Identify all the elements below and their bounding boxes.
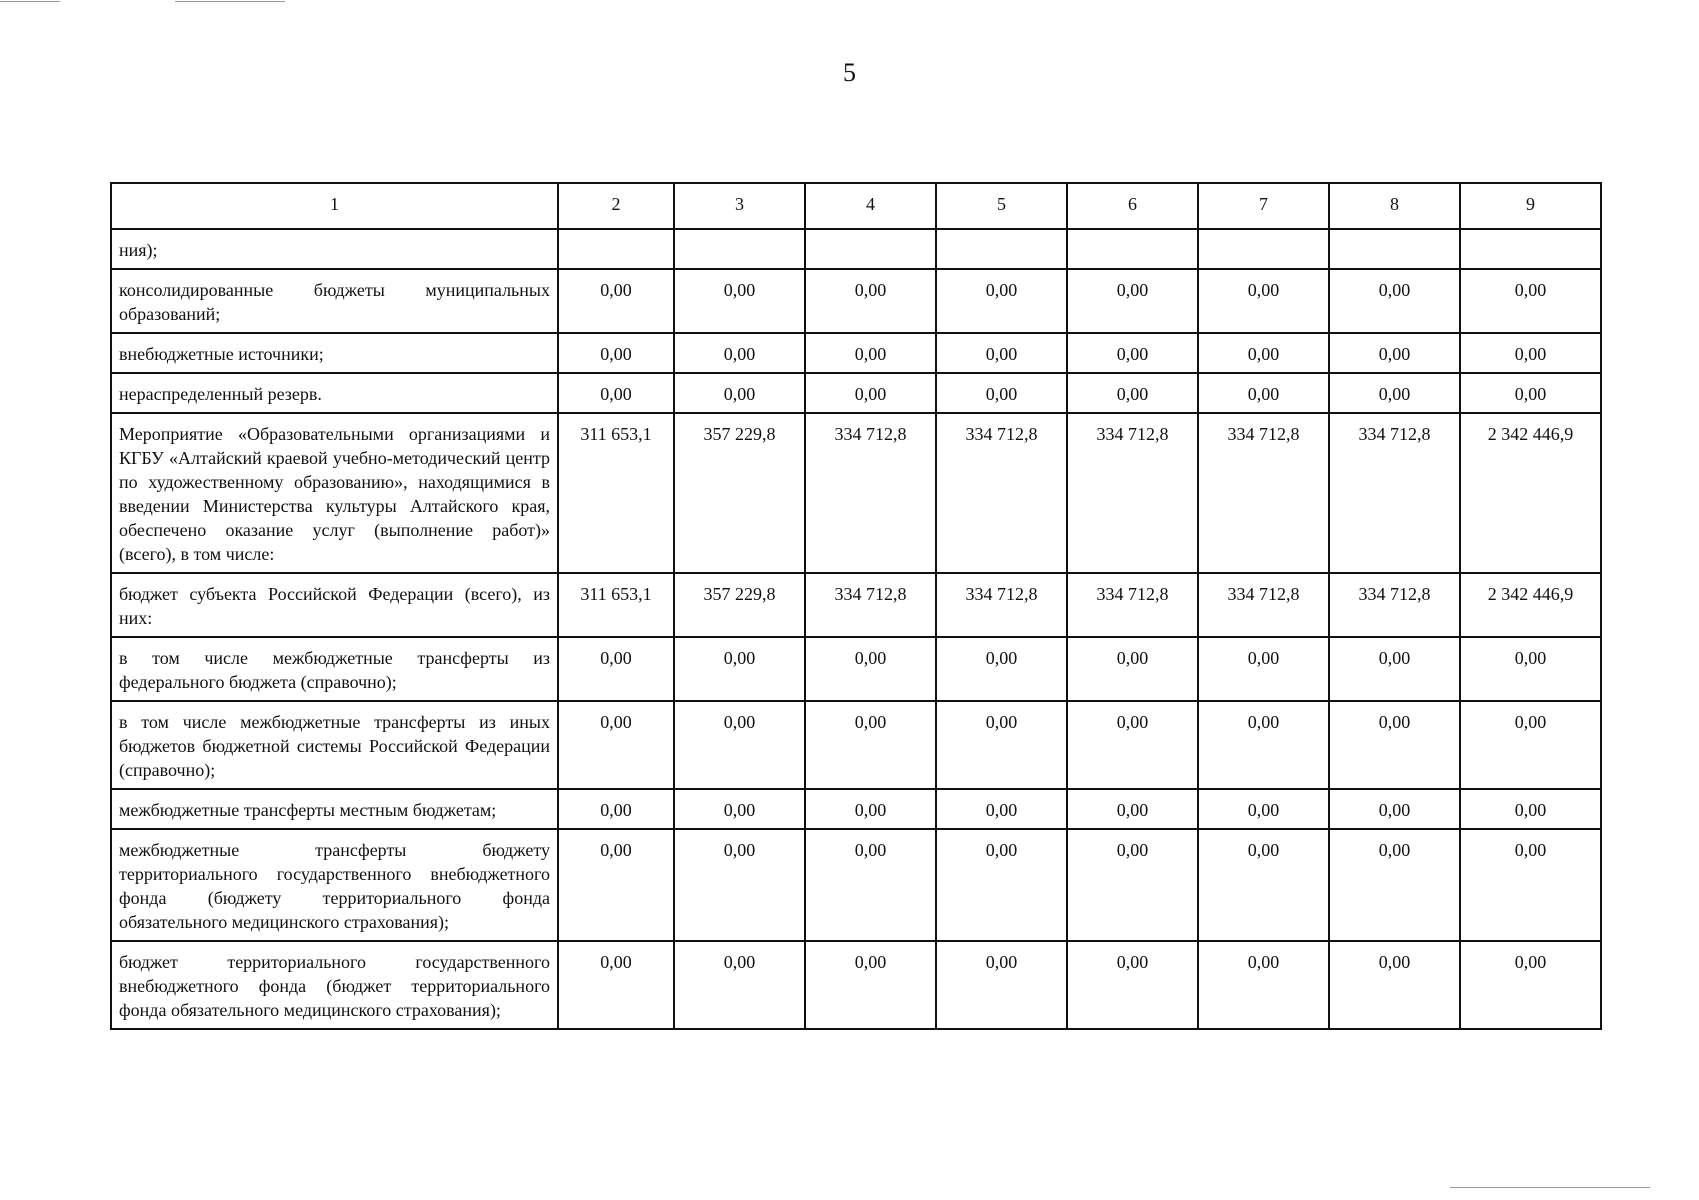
value-cell: 0,00	[1198, 941, 1329, 1029]
row-label: межбюджетные трансферты бюджету территориального государственного внебюджетного фонда (бюджету территориального фонда обязательного медицинского страхования);	[111, 829, 558, 941]
value-cell: 334 712,8	[936, 573, 1067, 637]
value-cell: 0,00	[1198, 829, 1329, 941]
value-cell: 334 712,8	[805, 573, 936, 637]
value-cell: 334 712,8	[936, 413, 1067, 573]
table-row	[111, 373, 1601, 413]
row-label: Мероприятие «Образовательными организациями и КГБУ «Алтайский краевой учебно-методический центр по художественному образованию», находящимися в введении Министерства культуры Алтайского края, обеспечено оказание услуг (выполнение работ)» (всего), в том числе:	[111, 413, 558, 573]
value-cell: 0,00	[936, 941, 1067, 1029]
column-header: 1	[111, 183, 558, 229]
value-cell: 0,00	[674, 269, 805, 333]
column-header: 2	[558, 183, 674, 229]
row-label: бюджет субъекта Российской Федерации (всего), из них:	[111, 573, 558, 637]
value-cell: 0,00	[674, 829, 805, 941]
value-cell: 334 712,8	[1067, 413, 1198, 573]
value-cell: 0,00	[558, 829, 674, 941]
value-cell: 0,00	[1329, 373, 1460, 413]
value-cell: 334 712,8	[1329, 413, 1460, 573]
budget-table	[110, 182, 1602, 1030]
column-header: 8	[1329, 183, 1460, 229]
value-cell: 0,00	[805, 637, 936, 701]
value-cell: 334 712,8	[1329, 573, 1460, 637]
value-cell: 0,00	[558, 333, 674, 373]
value-cell: 0,00	[674, 701, 805, 789]
value-cell: 0,00	[1460, 333, 1601, 373]
value-cell: 0,00	[1067, 701, 1198, 789]
value-cell: 0,00	[805, 941, 936, 1029]
value-cell	[558, 229, 674, 269]
row-label: ния);	[111, 229, 558, 269]
value-cell: 0,00	[1067, 829, 1198, 941]
value-cell: 0,00	[1198, 373, 1329, 413]
value-cell: 0,00	[1329, 941, 1460, 1029]
value-cell: 0,00	[936, 333, 1067, 373]
value-cell: 334 712,8	[1067, 573, 1198, 637]
value-cell: 0,00	[1198, 333, 1329, 373]
page-number: 5	[843, 58, 856, 87]
value-cell: 2 342 446,9	[1460, 413, 1601, 573]
value-cell: 0,00	[1067, 637, 1198, 701]
value-cell: 0,00	[1329, 789, 1460, 829]
value-cell: 0,00	[936, 701, 1067, 789]
value-cell: 0,00	[674, 333, 805, 373]
scan-artifact	[175, 1, 285, 2]
value-cell: 0,00	[1067, 269, 1198, 333]
column-header: 9	[1460, 183, 1601, 229]
table-row	[111, 637, 1601, 701]
value-cell: 0,00	[1198, 701, 1329, 789]
value-cell: 0,00	[558, 269, 674, 333]
value-cell: 0,00	[1198, 789, 1329, 829]
value-cell	[674, 229, 805, 269]
column-header: 6	[1067, 183, 1198, 229]
value-cell: 0,00	[1067, 333, 1198, 373]
column-header: 5	[936, 183, 1067, 229]
value-cell: 0,00	[1329, 829, 1460, 941]
value-cell: 0,00	[805, 701, 936, 789]
column-header: 7	[1198, 183, 1329, 229]
value-cell: 0,00	[558, 701, 674, 789]
value-cell: 0,00	[674, 941, 805, 1029]
value-cell: 0,00	[1460, 829, 1601, 941]
table-row	[111, 229, 1601, 269]
value-cell: 0,00	[1329, 637, 1460, 701]
value-cell: 0,00	[558, 789, 674, 829]
value-cell: 0,00	[936, 637, 1067, 701]
value-cell: 0,00	[936, 829, 1067, 941]
table-row	[111, 269, 1601, 333]
table-row	[111, 573, 1601, 637]
value-cell: 0,00	[558, 373, 674, 413]
value-cell	[1067, 229, 1198, 269]
value-cell: 334 712,8	[1198, 413, 1329, 573]
column-header: 3	[674, 183, 805, 229]
table-row	[111, 701, 1601, 789]
value-cell: 0,00	[1329, 269, 1460, 333]
table-row	[111, 413, 1601, 573]
value-cell: 334 712,8	[805, 413, 936, 573]
value-cell: 0,00	[674, 637, 805, 701]
value-cell: 0,00	[674, 789, 805, 829]
value-cell: 0,00	[1067, 373, 1198, 413]
value-cell: 0,00	[1198, 269, 1329, 333]
value-cell: 0,00	[1067, 789, 1198, 829]
header-row	[111, 183, 1601, 229]
value-cell	[1460, 229, 1601, 269]
value-cell	[936, 229, 1067, 269]
value-cell: 0,00	[674, 373, 805, 413]
value-cell: 357 229,8	[674, 573, 805, 637]
value-cell: 0,00	[1329, 701, 1460, 789]
value-cell: 0,00	[936, 789, 1067, 829]
value-cell: 0,00	[805, 829, 936, 941]
scan-artifact	[0, 1, 60, 2]
value-cell: 2 342 446,9	[1460, 573, 1601, 637]
row-label: внебюджетные источники;	[111, 333, 558, 373]
table-row	[111, 789, 1601, 829]
table-row	[111, 829, 1601, 941]
value-cell: 0,00	[1460, 637, 1601, 701]
value-cell: 0,00	[1460, 789, 1601, 829]
value-cell: 0,00	[805, 269, 936, 333]
value-cell	[805, 229, 936, 269]
value-cell: 0,00	[805, 333, 936, 373]
value-cell: 0,00	[1460, 373, 1601, 413]
table-row	[111, 941, 1601, 1029]
row-label: нераспределенный резерв.	[111, 373, 558, 413]
value-cell: 0,00	[936, 269, 1067, 333]
value-cell: 0,00	[1329, 333, 1460, 373]
value-cell: 0,00	[1460, 941, 1601, 1029]
value-cell: 311 653,1	[558, 573, 674, 637]
value-cell: 0,00	[936, 373, 1067, 413]
scan-artifact	[1450, 1187, 1650, 1188]
value-cell: 0,00	[1460, 701, 1601, 789]
value-cell: 0,00	[805, 789, 936, 829]
value-cell: 357 229,8	[674, 413, 805, 573]
table-row	[111, 333, 1601, 373]
column-header: 4	[805, 183, 936, 229]
value-cell	[1198, 229, 1329, 269]
value-cell: 0,00	[1460, 269, 1601, 333]
value-cell: 0,00	[558, 941, 674, 1029]
row-label: межбюджетные трансферты местным бюджетам;	[111, 789, 558, 829]
row-label: в том числе межбюджетные трансферты из иных бюджетов бюджетной системы Российской Федерации (справочно);	[111, 701, 558, 789]
value-cell: 0,00	[1067, 941, 1198, 1029]
row-label: консолидированные бюджеты муниципальных образований;	[111, 269, 558, 333]
row-label: бюджет территориального государственного внебюджетного фонда (бюджет территориального фонда обязательного медицинского страхования);	[111, 941, 558, 1029]
value-cell: 334 712,8	[1198, 573, 1329, 637]
value-cell: 0,00	[558, 637, 674, 701]
value-cell: 0,00	[805, 373, 936, 413]
row-label: в том числе межбюджетные трансферты из федерального бюджета (справочно);	[111, 637, 558, 701]
value-cell: 0,00	[1198, 637, 1329, 701]
value-cell: 311 653,1	[558, 413, 674, 573]
table-body	[111, 229, 1601, 1029]
value-cell	[1329, 229, 1460, 269]
